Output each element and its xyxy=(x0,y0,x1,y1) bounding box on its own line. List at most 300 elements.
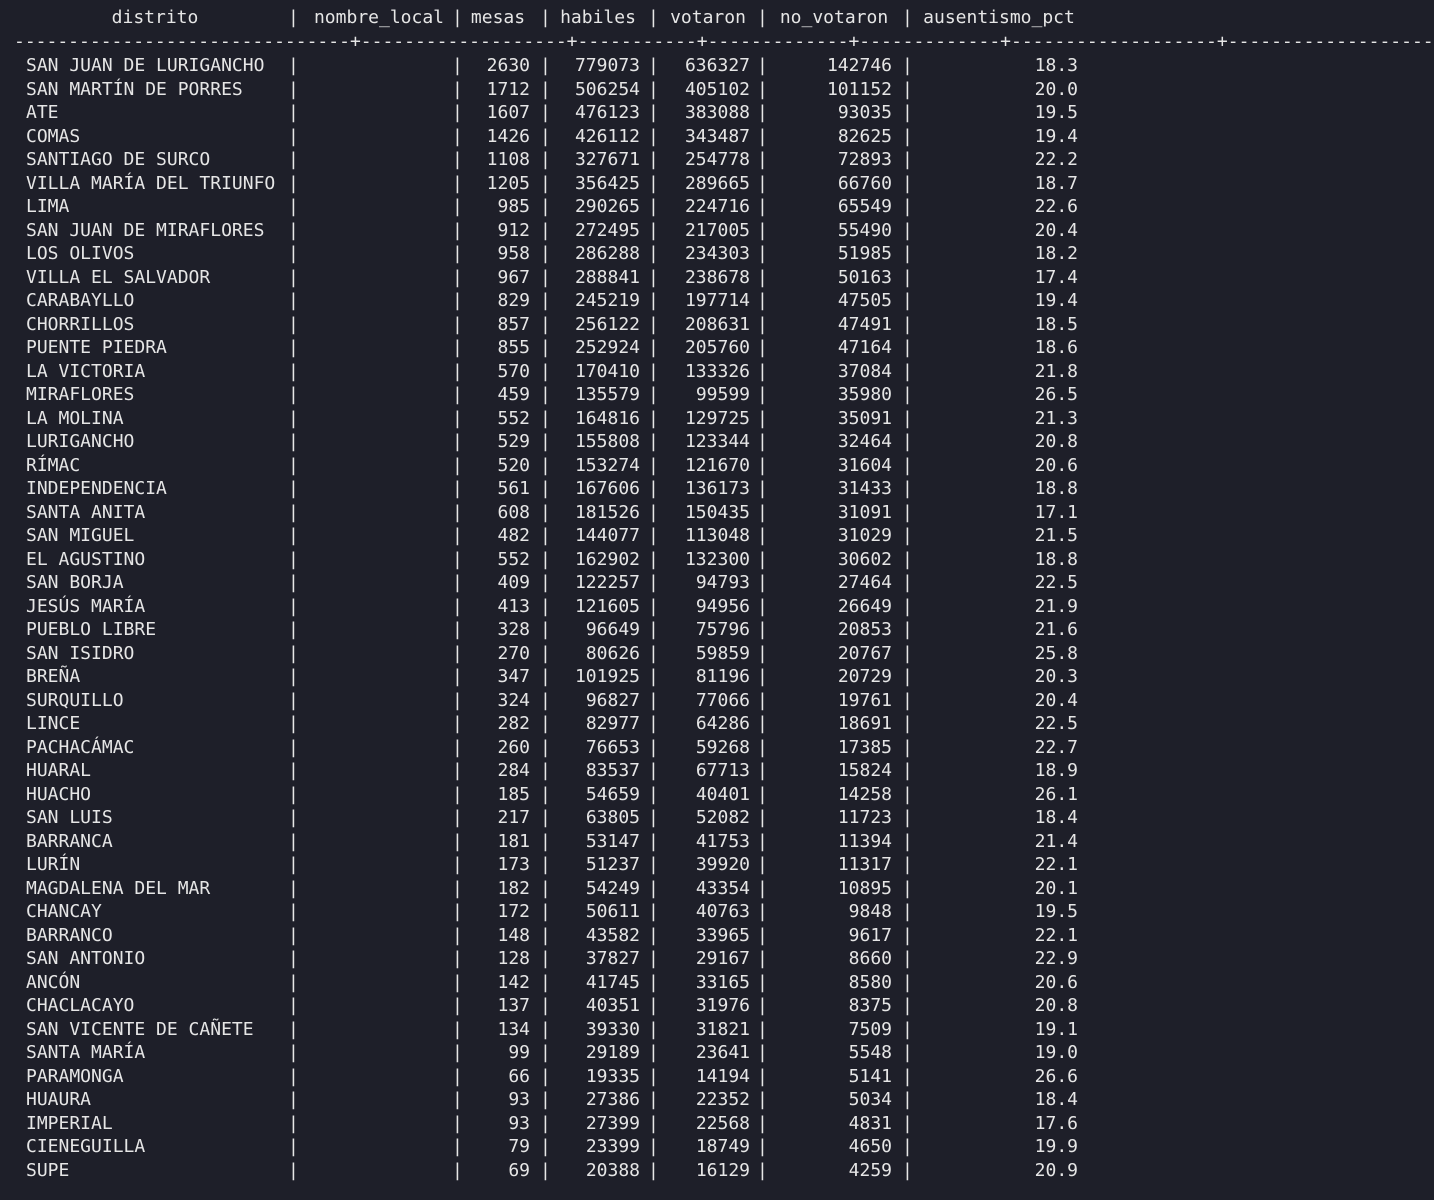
cell-nombre-local xyxy=(306,947,452,971)
column-separator: | xyxy=(452,642,463,664)
cell-habiles: 96649 xyxy=(585,619,640,640)
cell-votaron: 52082 xyxy=(695,807,750,828)
column-separator: | xyxy=(648,454,659,476)
column-separator: | xyxy=(452,995,463,1016)
cell-mesas: 324 xyxy=(497,689,530,711)
table-row xyxy=(0,1018,1134,1042)
column-separator: | xyxy=(452,572,463,593)
column-separator: | xyxy=(452,454,463,476)
column-separator: | xyxy=(288,501,299,523)
cell-distrito: PUEBLO LIBRE xyxy=(26,619,157,640)
cell-distrito: SUPE xyxy=(26,1159,70,1181)
cell-ausentismo-pct: 19.9 xyxy=(1034,1136,1078,1157)
column-separator: | xyxy=(902,854,913,875)
table-row xyxy=(0,759,1134,783)
cell-no-votaron: 20767 xyxy=(837,642,892,664)
cell-votaron: 18749 xyxy=(695,1136,750,1157)
column-separator: | xyxy=(288,266,299,288)
column-separator: | xyxy=(288,290,299,311)
cell-mesas: 413 xyxy=(497,595,530,617)
cell-ausentismo-pct: 21.3 xyxy=(1034,407,1078,429)
column-separator: | xyxy=(288,196,299,217)
cell-nombre-local xyxy=(306,101,452,125)
table-row xyxy=(0,548,1134,572)
cell-ausentismo-pct: 17.6 xyxy=(1034,1112,1078,1134)
cell-habiles: 27399 xyxy=(585,1112,640,1134)
cell-ausentismo-pct: 19.0 xyxy=(1034,1042,1078,1063)
column-separator: | xyxy=(648,219,659,241)
column-separator: | xyxy=(648,1112,659,1134)
column-header-nombre-local: nombre_local xyxy=(313,7,445,28)
cell-habiles: 63805 xyxy=(585,807,640,828)
cell-votaron: 636327 xyxy=(684,55,750,76)
column-separator: | xyxy=(757,572,768,593)
column-separator: | xyxy=(757,1042,768,1063)
column-separator: | xyxy=(452,548,463,570)
cell-nombre-local xyxy=(306,407,452,431)
column-separator: | xyxy=(288,971,299,993)
cell-nombre-local xyxy=(306,853,452,877)
column-header-ausentismo-pct: ausentismo_pct xyxy=(923,7,1075,28)
cell-distrito: BARRANCA xyxy=(26,830,113,852)
column-separator: | xyxy=(902,666,913,687)
column-separator: | xyxy=(288,125,299,147)
column-separator: | xyxy=(288,877,299,899)
column-separator: | xyxy=(452,501,463,523)
column-separator: | xyxy=(452,266,463,288)
column-header-no-votaron: no_votaron xyxy=(779,7,889,28)
table-row xyxy=(0,360,1134,384)
column-separator: | xyxy=(902,360,913,382)
column-separator: | xyxy=(648,854,659,875)
column-separator: | xyxy=(452,783,463,805)
cell-habiles: 121605 xyxy=(574,595,640,617)
table-row xyxy=(0,595,1134,619)
cell-mesas: 570 xyxy=(497,360,530,382)
table-row xyxy=(0,971,1134,995)
cell-no-votaron: 10895 xyxy=(837,877,892,899)
column-separator: | xyxy=(288,713,299,734)
column-separator: | xyxy=(540,478,551,499)
cell-distrito: SAN MARTÍN DE PORRES xyxy=(26,78,243,100)
cell-mesas: 93 xyxy=(508,1089,530,1110)
cell-nombre-local xyxy=(306,54,452,78)
cell-habiles: 20388 xyxy=(585,1159,640,1181)
cell-no-votaron: 35980 xyxy=(837,384,892,405)
cell-distrito: EL AGUSTINO xyxy=(26,548,146,570)
cell-votaron: 59859 xyxy=(695,642,750,664)
column-separator: | xyxy=(902,572,913,593)
column-separator: | xyxy=(757,666,768,687)
cell-distrito: SAN BORJA xyxy=(26,572,124,593)
cell-habiles: 39330 xyxy=(585,1018,640,1040)
column-separator: | xyxy=(902,1159,913,1181)
column-separator: | xyxy=(902,807,913,828)
cell-votaron: 75796 xyxy=(695,619,750,640)
cell-distrito: ATE xyxy=(26,102,59,123)
column-separator: | xyxy=(902,1136,913,1157)
cell-distrito: IMPERIAL xyxy=(26,1112,113,1134)
cell-nombre-local xyxy=(306,501,452,525)
column-separator: | xyxy=(902,501,913,523)
cell-distrito: SAN VICENTE DE CAÑETE xyxy=(26,1018,254,1040)
table-row xyxy=(0,1135,1134,1159)
cell-habiles: 83537 xyxy=(585,760,640,781)
cell-votaron: 81196 xyxy=(695,666,750,687)
cell-ausentismo-pct: 20.4 xyxy=(1034,219,1078,241)
column-separator: | xyxy=(902,384,913,405)
column-separator: | xyxy=(452,78,463,100)
column-separator: | xyxy=(452,830,463,852)
column-separator: | xyxy=(452,360,463,382)
cell-habiles: 286288 xyxy=(574,243,640,264)
column-separator: | xyxy=(757,807,768,828)
table-row xyxy=(0,383,1134,407)
column-separator: | xyxy=(902,337,913,358)
cell-distrito: VILLA EL SALVADOR xyxy=(26,266,211,288)
column-separator: | xyxy=(648,666,659,687)
column-separator: | xyxy=(648,172,659,194)
column-separator: | xyxy=(902,454,913,476)
table-row xyxy=(0,571,1134,595)
column-header-votaron: votaron xyxy=(670,7,746,28)
cell-ausentismo-pct: 20.8 xyxy=(1034,431,1078,452)
column-separator: | xyxy=(757,760,768,781)
column-separator: | xyxy=(452,7,463,28)
cell-votaron: 94956 xyxy=(695,595,750,617)
cell-distrito: SAN LUIS xyxy=(26,807,113,828)
cell-habiles: 162902 xyxy=(574,548,640,570)
column-separator: | xyxy=(452,1042,463,1063)
cell-habiles: 290265 xyxy=(574,196,640,217)
column-separator: | xyxy=(757,478,768,499)
table-row xyxy=(0,336,1134,360)
cell-votaron: 59268 xyxy=(695,736,750,758)
column-separator: | xyxy=(648,431,659,452)
column-separator: | xyxy=(288,995,299,1016)
cell-nombre-local xyxy=(306,736,452,760)
column-separator: | xyxy=(757,1065,768,1087)
table-row xyxy=(0,101,1134,125)
cell-distrito: LURIGANCHO xyxy=(26,431,135,452)
cell-no-votaron: 4650 xyxy=(848,1136,892,1157)
cell-nombre-local xyxy=(306,618,452,642)
column-separator: | xyxy=(757,1159,768,1181)
column-separator: | xyxy=(452,901,463,922)
cell-ausentismo-pct: 20.4 xyxy=(1034,689,1078,711)
cell-distrito: ANCÓN xyxy=(26,971,81,993)
column-separator: | xyxy=(902,1065,913,1087)
column-separator: | xyxy=(452,666,463,687)
column-separator: | xyxy=(540,713,551,734)
column-separator: | xyxy=(648,1042,659,1063)
column-separator: | xyxy=(452,1089,463,1110)
cell-no-votaron: 11394 xyxy=(837,830,892,852)
cell-no-votaron: 101152 xyxy=(826,78,892,100)
column-separator: | xyxy=(540,337,551,358)
column-header-habiles: habiles xyxy=(560,7,636,28)
cell-votaron: 23641 xyxy=(695,1042,750,1063)
table-row xyxy=(0,1112,1134,1136)
column-separator: | xyxy=(540,807,551,828)
column-separator: | xyxy=(452,431,463,452)
cell-mesas: 459 xyxy=(497,384,530,405)
cell-votaron: 343487 xyxy=(684,125,750,147)
cell-votaron: 217005 xyxy=(684,219,750,241)
column-separator: | xyxy=(648,1089,659,1110)
cell-distrito: CIENEGUILLA xyxy=(26,1136,146,1157)
column-separator: | xyxy=(757,431,768,452)
column-separator: | xyxy=(288,830,299,852)
column-separator: | xyxy=(540,1159,551,1181)
column-separator: | xyxy=(902,196,913,217)
column-separator: | xyxy=(288,1089,299,1110)
cell-distrito: MAGDALENA DEL MAR xyxy=(26,877,211,899)
cell-ausentismo-pct: 21.9 xyxy=(1034,595,1078,617)
column-separator: | xyxy=(288,1112,299,1134)
column-separator: | xyxy=(648,689,659,711)
column-separator: | xyxy=(288,760,299,781)
cell-ausentismo-pct: 22.5 xyxy=(1034,572,1078,593)
column-separator: | xyxy=(540,1112,551,1134)
column-separator: | xyxy=(902,266,913,288)
table-row xyxy=(0,736,1134,760)
cell-ausentismo-pct: 17.4 xyxy=(1034,266,1078,288)
column-separator: | xyxy=(540,407,551,429)
cell-ausentismo-pct: 18.2 xyxy=(1034,243,1078,264)
column-separator: | xyxy=(757,407,768,429)
cell-votaron: 121670 xyxy=(684,454,750,476)
column-separator: | xyxy=(757,313,768,335)
column-separator: | xyxy=(757,243,768,264)
cell-nombre-local xyxy=(306,383,452,407)
cell-ausentismo-pct: 19.4 xyxy=(1034,125,1078,147)
column-separator: | xyxy=(902,783,913,805)
column-separator: | xyxy=(540,243,551,264)
cell-nombre-local xyxy=(306,1088,452,1112)
table-row xyxy=(0,947,1134,971)
column-separator: | xyxy=(452,948,463,969)
cell-no-votaron: 31091 xyxy=(837,501,892,523)
cell-mesas: 185 xyxy=(497,783,530,805)
cell-mesas: 217 xyxy=(497,807,530,828)
column-separator: | xyxy=(902,1042,913,1063)
cell-nombre-local xyxy=(306,712,452,736)
cell-mesas: 172 xyxy=(497,901,530,922)
cell-ausentismo-pct: 20.6 xyxy=(1034,454,1078,476)
cell-votaron: 22352 xyxy=(695,1089,750,1110)
cell-nombre-local xyxy=(306,571,452,595)
cell-distrito: SAN JUAN DE MIRAFLORES xyxy=(26,219,265,241)
cell-votaron: 197714 xyxy=(684,290,750,311)
column-separator: | xyxy=(648,102,659,123)
column-separator: | xyxy=(288,1018,299,1040)
column-separator: | xyxy=(288,1065,299,1087)
column-separator: | xyxy=(540,877,551,899)
column-separator: | xyxy=(757,901,768,922)
cell-nombre-local xyxy=(306,148,452,172)
cell-votaron: 132300 xyxy=(684,548,750,570)
cell-habiles: 153274 xyxy=(574,454,640,476)
column-separator: | xyxy=(540,1089,551,1110)
cell-distrito: VILLA MARÍA DEL TRIUNFO xyxy=(26,172,276,194)
cell-distrito: HUARAL xyxy=(26,760,92,781)
column-separator: | xyxy=(452,384,463,405)
column-separator: | xyxy=(902,830,913,852)
column-separator: | xyxy=(452,736,463,758)
cell-habiles: 37827 xyxy=(585,948,640,969)
cell-nombre-local xyxy=(306,830,452,854)
column-separator: | xyxy=(648,290,659,311)
table-row xyxy=(0,148,1134,172)
cell-habiles: 144077 xyxy=(574,525,640,546)
cell-distrito: SANTA ANITA xyxy=(26,501,146,523)
column-separator: | xyxy=(902,431,913,452)
cell-votaron: 64286 xyxy=(695,713,750,734)
column-separator: | xyxy=(757,1136,768,1157)
cell-nombre-local xyxy=(306,195,452,219)
cell-no-votaron: 18691 xyxy=(837,713,892,734)
cell-no-votaron: 19761 xyxy=(837,689,892,711)
cell-mesas: 128 xyxy=(497,948,530,969)
table-row xyxy=(0,830,1134,854)
cell-habiles: 53147 xyxy=(585,830,640,852)
column-separator: | xyxy=(452,760,463,781)
cell-no-votaron: 55490 xyxy=(837,219,892,241)
column-separator: | xyxy=(540,78,551,100)
column-separator: | xyxy=(540,924,551,946)
column-separator: | xyxy=(452,478,463,499)
cell-ausentismo-pct: 18.3 xyxy=(1034,55,1078,76)
column-header-mesas: mesas xyxy=(470,7,526,28)
cell-distrito: LURÍN xyxy=(26,854,81,875)
column-separator: | xyxy=(288,807,299,828)
cell-votaron: 205760 xyxy=(684,337,750,358)
cell-habiles: 476123 xyxy=(574,102,640,123)
column-separator: | xyxy=(288,102,299,123)
column-separator: | xyxy=(757,854,768,875)
column-separator: | xyxy=(757,689,768,711)
column-separator: | xyxy=(452,407,463,429)
cell-no-votaron: 27464 xyxy=(837,572,892,593)
column-separator: | xyxy=(540,313,551,335)
cell-mesas: 482 xyxy=(497,525,530,546)
cell-votaron: 40401 xyxy=(695,783,750,805)
cell-distrito: CARABAYLLO xyxy=(26,290,135,311)
cell-mesas: 985 xyxy=(497,196,530,217)
column-separator: | xyxy=(288,172,299,194)
column-separator: | xyxy=(288,78,299,100)
column-separator: | xyxy=(452,1018,463,1040)
table-row xyxy=(0,642,1134,666)
table-row xyxy=(0,501,1134,525)
cell-no-votaron: 65549 xyxy=(837,196,892,217)
table-row xyxy=(0,219,1134,243)
column-separator: | xyxy=(757,78,768,100)
cell-nombre-local xyxy=(306,430,452,454)
table-row xyxy=(0,665,1134,689)
cell-votaron: 123344 xyxy=(684,431,750,452)
table-row xyxy=(0,783,1134,807)
cell-nombre-local xyxy=(306,1041,452,1065)
cell-no-votaron: 8580 xyxy=(848,971,892,993)
cell-no-votaron: 9848 xyxy=(848,901,892,922)
cell-votaron: 67713 xyxy=(695,760,750,781)
cell-mesas: 260 xyxy=(497,736,530,758)
cell-no-votaron: 4831 xyxy=(848,1112,892,1134)
cell-ausentismo-pct: 21.4 xyxy=(1034,830,1078,852)
column-separator: | xyxy=(288,384,299,405)
column-separator: | xyxy=(902,243,913,264)
cell-no-votaron: 7509 xyxy=(848,1018,892,1040)
column-separator: | xyxy=(452,196,463,217)
column-separator: | xyxy=(902,1018,913,1040)
cell-ausentismo-pct: 18.8 xyxy=(1034,548,1078,570)
cell-mesas: 829 xyxy=(497,290,530,311)
column-separator: | xyxy=(540,196,551,217)
cell-mesas: 148 xyxy=(497,924,530,946)
cell-no-votaron: 93035 xyxy=(837,102,892,123)
cell-no-votaron: 8375 xyxy=(848,995,892,1016)
cell-distrito: LIMA xyxy=(26,196,70,217)
cell-nombre-local xyxy=(306,454,452,478)
cell-ausentismo-pct: 19.5 xyxy=(1034,901,1078,922)
cell-votaron: 234303 xyxy=(684,243,750,264)
column-separator: | xyxy=(540,666,551,687)
column-separator: | xyxy=(452,924,463,946)
column-separator: | xyxy=(757,877,768,899)
cell-habiles: 82977 xyxy=(585,713,640,734)
cell-votaron: 40763 xyxy=(695,901,750,922)
cell-distrito: CHACLACAYO xyxy=(26,995,135,1016)
cell-distrito: HUACHO xyxy=(26,783,92,805)
cell-ausentismo-pct: 19.5 xyxy=(1034,102,1078,123)
column-separator: | xyxy=(540,971,551,993)
cell-ausentismo-pct: 20.1 xyxy=(1034,877,1078,899)
table-row xyxy=(0,1065,1134,1089)
column-separator: | xyxy=(540,760,551,781)
cell-nombre-local xyxy=(306,642,452,666)
cell-votaron: 41753 xyxy=(695,830,750,852)
column-separator: | xyxy=(288,478,299,499)
cell-distrito: LINCE xyxy=(26,713,81,734)
cell-distrito: LA MOLINA xyxy=(26,407,124,429)
column-separator: | xyxy=(902,7,913,28)
cell-no-votaron: 4259 xyxy=(848,1159,892,1181)
column-separator: | xyxy=(452,854,463,875)
cell-ausentismo-pct: 21.5 xyxy=(1034,525,1078,546)
cell-mesas: 173 xyxy=(497,854,530,875)
table-row xyxy=(0,477,1134,501)
table-row xyxy=(0,125,1134,149)
column-separator: | xyxy=(757,924,768,946)
column-header-distrito: distrito xyxy=(111,7,199,28)
cell-no-votaron: 142746 xyxy=(826,55,892,76)
cell-votaron: 94793 xyxy=(695,572,750,593)
column-separator: | xyxy=(648,1018,659,1040)
table-row xyxy=(0,900,1134,924)
cell-votaron: 133326 xyxy=(684,360,750,382)
column-separator: | xyxy=(757,1112,768,1134)
column-separator: | xyxy=(540,619,551,640)
cell-votaron: 39920 xyxy=(695,854,750,875)
cell-ausentismo-pct: 18.6 xyxy=(1034,337,1078,358)
column-separator: | xyxy=(540,854,551,875)
cell-votaron: 33165 xyxy=(695,971,750,993)
cell-mesas: 967 xyxy=(497,266,530,288)
cell-nombre-local xyxy=(306,1065,452,1089)
table-row xyxy=(0,689,1134,713)
